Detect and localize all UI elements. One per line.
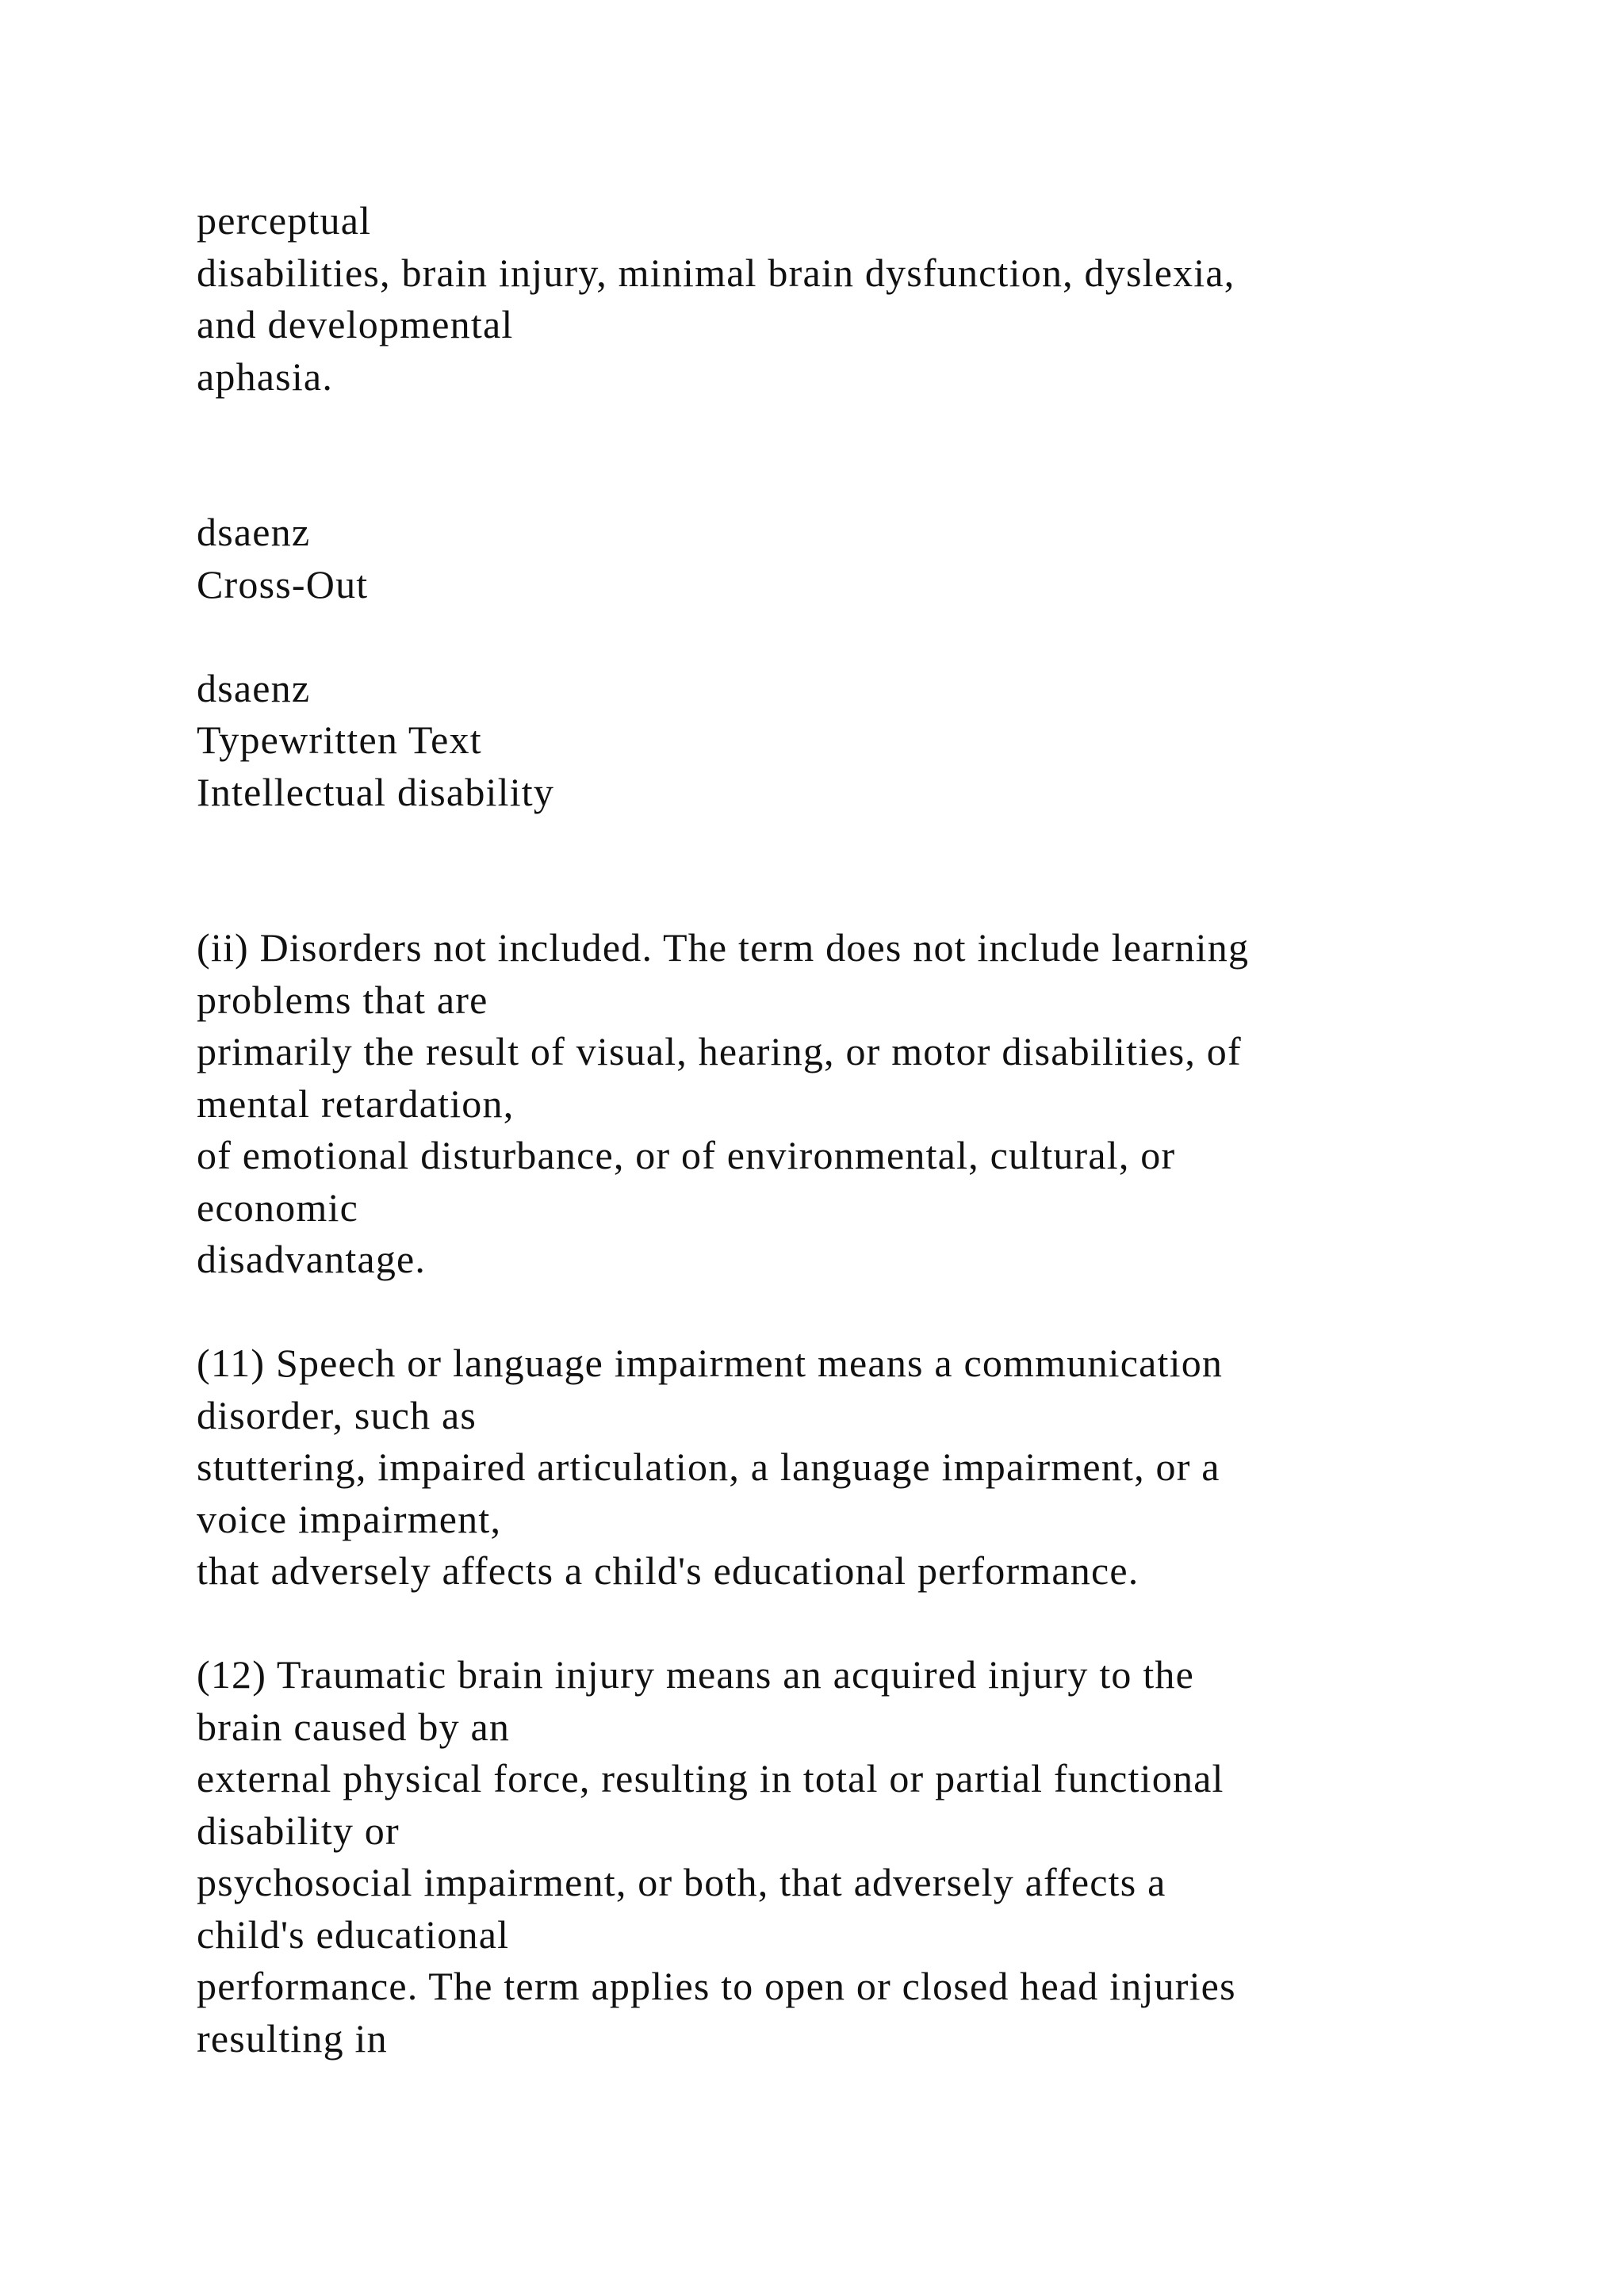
blank-line bbox=[197, 1598, 1545, 1650]
text-line: aphasia. bbox=[197, 354, 334, 399]
blank-line bbox=[197, 610, 1545, 663]
text-line: stuttering, impaired articulation, a language impairment, or a bbox=[197, 1445, 1220, 1489]
text-line: (11) Speech or language impairment means a communication bbox=[197, 1341, 1224, 1385]
text-line: problems that are bbox=[197, 977, 488, 1022]
blank-line bbox=[197, 1286, 1545, 1338]
text-line: and developmental bbox=[197, 302, 514, 346]
text-line: perceptual bbox=[197, 198, 372, 243]
document-text bbox=[197, 195, 1545, 2064]
blank-line bbox=[197, 818, 1545, 871]
annotation-content: Intellectual disability bbox=[197, 769, 555, 814]
text-line: child's educational bbox=[197, 1911, 510, 1957]
text-line: external physical force, resulting in total or partial functional bbox=[197, 1756, 1224, 1800]
blank-line bbox=[197, 871, 1545, 923]
text-line: disability or bbox=[197, 1808, 400, 1853]
text-line: (ii) Disorders not included. The term does not include learning bbox=[197, 925, 1250, 970]
text-line: mental retardation, bbox=[197, 1081, 515, 1126]
text-line: psychosocial impairment, or both, that adversely affects a bbox=[197, 1860, 1166, 1904]
text-line: performance. The term applies to open or closed head injuries bbox=[197, 1964, 1236, 2008]
blank-line bbox=[197, 455, 1545, 507]
text-line: disorder, such as bbox=[197, 1392, 477, 1437]
text-line: economic bbox=[197, 1184, 358, 1230]
annotation-type: Typewritten Text bbox=[197, 718, 482, 762]
text-line: disabilities, brain injury, minimal brain dysfunction, dyslexia, bbox=[197, 250, 1235, 295]
text-line: resulting in bbox=[197, 2015, 388, 2061]
text-line: (12) Traumatic brain injury means an acquired injury to the bbox=[197, 1652, 1195, 1697]
text-line: disadvantage. bbox=[197, 1237, 427, 1281]
annotation-author: dsaenz bbox=[197, 665, 311, 710]
blank-line bbox=[197, 403, 1545, 455]
text-line: brain caused by an bbox=[197, 1704, 511, 1749]
text-line: primarily the result of visual, hearing, or motor disabilities, of bbox=[197, 1029, 1242, 1073]
text-line: voice impairment, bbox=[197, 1496, 502, 1541]
text-line: that adversely affects a child's educational performance. bbox=[197, 1548, 1139, 1593]
text-line: of emotional disturbance, or of environmental, cultural, or bbox=[197, 1133, 1176, 1177]
annotation-author: dsaenz bbox=[197, 510, 311, 554]
annotation-type: Cross-Out bbox=[197, 561, 369, 607]
